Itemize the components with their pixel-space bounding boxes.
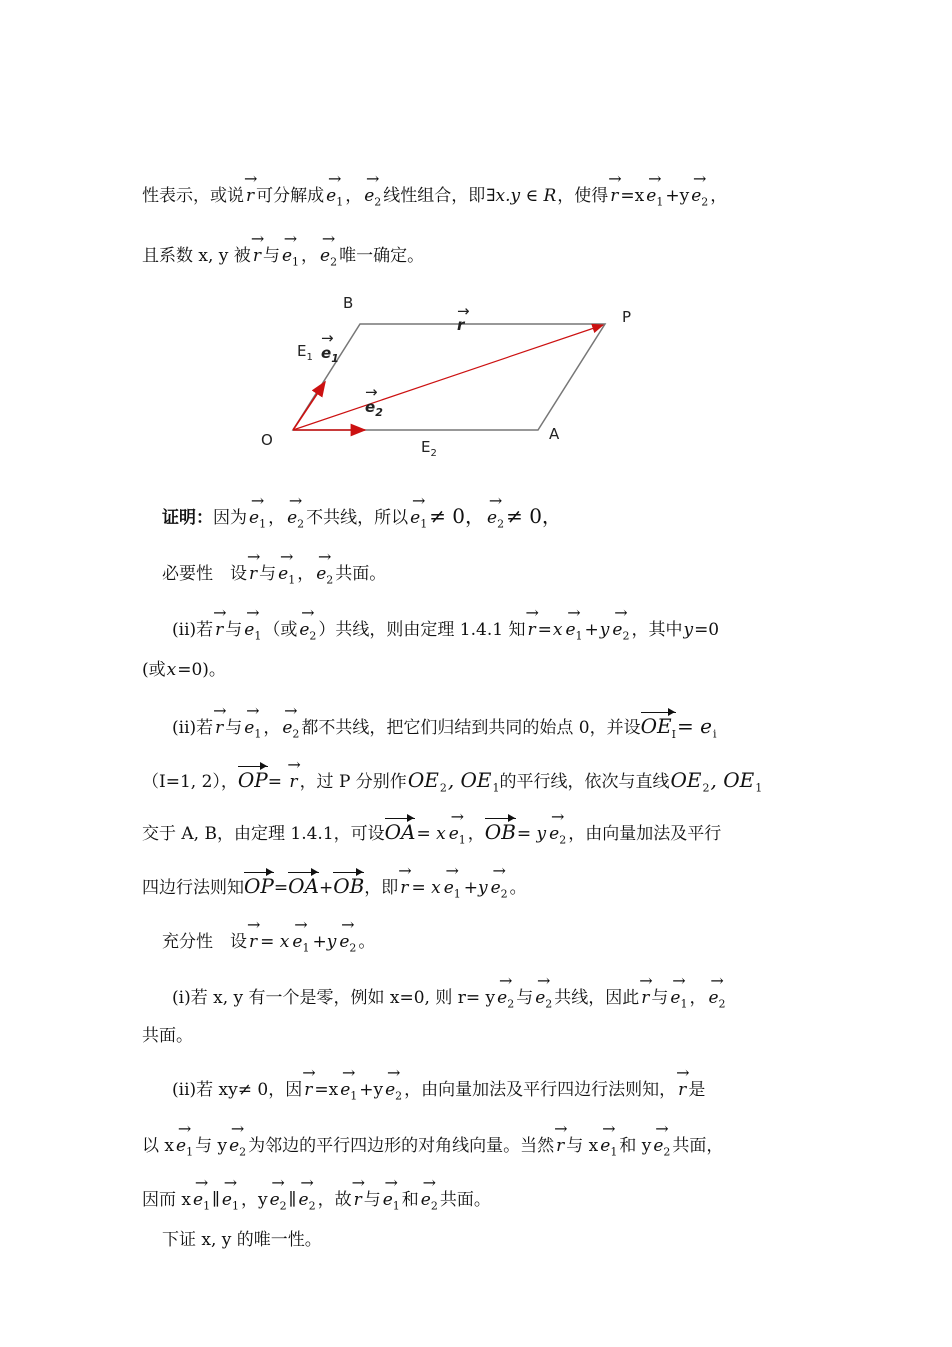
vector-OA: OA bbox=[384, 820, 416, 844]
text-line-1 bbox=[142, 186, 792, 212]
suff-case1-line: (i)若 x, y 有一个是零，例如 x=0, 则 $r= y\to e_2$ 与→ $e_2$ 共线，因此→ r 与→ $e_1$ ，→ $e_2$ bbox=[172, 988, 822, 1014]
vector-e1: → $e_1$ bbox=[276, 564, 297, 590]
label-O: O bbox=[261, 431, 273, 449]
vector-e1: → $e_1$ bbox=[242, 718, 263, 744]
case1-line: (ii)若→ r 与→ $e_1$ （或→ $e_2$ ）共线，则由定理 1.4.1 知→ $r =x\to e_1 +y\to e_2$ ，其中y=0 bbox=[172, 620, 822, 646]
vector-e1: → $e_1$ bbox=[644, 186, 665, 212]
vector-e2: → $e_2$ bbox=[297, 1190, 318, 1216]
vector-e1: → $e_1$ bbox=[408, 508, 429, 534]
proof-label: 证明： bbox=[162, 508, 213, 528]
proof-line: 证明：因为→ $e_1$ ，→ $e_2$ 不共线，所以→ $e_1 \ne 0$，→ $e_2 \ne 0$， bbox=[162, 506, 812, 534]
vector-e2: → $e_2$ bbox=[495, 988, 516, 1014]
vector-e2: → $e_2$ bbox=[485, 508, 506, 534]
vector-e2: → $e_2$ bbox=[533, 988, 554, 1014]
vector-e2: → $e_2$ bbox=[337, 932, 358, 958]
suff-case2-line-3: 因而 $x\to e_1$ ∥→ $e_1$ ，$y\to e_2$ ∥→ $e_2$ ，故→ r 与→ $e_1$ 和→ $e_2$ 共面。 bbox=[142, 1190, 792, 1216]
suff-case1-line-2: 共面。 bbox=[142, 1026, 193, 1046]
text-segment: 且系数 x, y 被 bbox=[142, 246, 251, 266]
vector-e2: → $e_2$ bbox=[280, 718, 301, 744]
vector-e1: → $e_1$ bbox=[280, 246, 301, 272]
case2-line: (ii)若→ r 与→ $e_1$ ，→ $e_2$ 都不共线，把它们归结到共同的始点 0，并设$OE_I= e_i$ bbox=[172, 716, 822, 745]
vector-e2: → $e_2$ bbox=[227, 1136, 248, 1162]
vector-r: → r bbox=[213, 620, 225, 640]
label-A: A bbox=[549, 425, 560, 443]
vector-r: → r bbox=[302, 1080, 314, 1100]
vector-e1: → $e_1$ bbox=[220, 1190, 241, 1216]
vector-r: → r bbox=[608, 186, 620, 206]
label-vector-r-arrow: → bbox=[457, 302, 470, 320]
vector-r: → r bbox=[287, 772, 299, 792]
vector-e2: → $e_2$ bbox=[547, 824, 568, 850]
vector-e1-arrow bbox=[293, 382, 325, 430]
label-E2: $E_2$ bbox=[421, 438, 437, 459]
vector-OP: OP bbox=[244, 874, 274, 898]
vector-e2: → $e_2$ bbox=[268, 1190, 289, 1216]
uniqueness-line: 下证 x, y 的唯一性。 bbox=[162, 1230, 322, 1250]
vector-e1: → $e_1$ bbox=[247, 508, 268, 534]
text-segment: 与 bbox=[262, 246, 280, 266]
text-line-2 bbox=[142, 246, 792, 272]
vector-e2: → $e_2$ bbox=[419, 1190, 440, 1216]
vector-OP: OP bbox=[237, 768, 268, 792]
vector-e1: → $e_1$ bbox=[174, 1136, 195, 1162]
vector-r: → r bbox=[639, 988, 651, 1008]
vector-r: → r bbox=[247, 564, 259, 584]
vector-e1: → $e_1$ bbox=[242, 620, 263, 646]
vector-e1: → $e_1$ bbox=[290, 932, 311, 958]
vector-e2: → $e_2$ bbox=[383, 1080, 404, 1106]
vector-e2: → $e_2$ bbox=[651, 1136, 672, 1162]
text-segment: 可分解成 bbox=[256, 186, 325, 206]
text-segment: ， bbox=[301, 246, 319, 266]
vector-e2: → $e_2$ bbox=[362, 186, 383, 212]
text-segment: 线性组合，即 bbox=[383, 186, 486, 206]
vector-r: → r bbox=[247, 932, 259, 952]
sufficiency-line: 充分性 设→ $r = x\to e_1 +y\to e_2$ 。 bbox=[162, 932, 812, 958]
parallelogram-figure bbox=[255, 290, 645, 460]
case1-line-2: (或x=0)。 bbox=[142, 660, 226, 680]
vector-r: → r bbox=[244, 186, 256, 206]
vector-e2: → $e_2$ bbox=[297, 620, 318, 646]
case2-line-2: （I=1, 2），OP= → r ，过 P 分别作$OE_2$, $OE_1$的平行线，依次与直线$OE_2$, $OE_1$ bbox=[142, 770, 792, 798]
vector-OA: OA bbox=[288, 874, 319, 898]
vector-r-arrow bbox=[293, 325, 603, 430]
vector-OB: OB bbox=[484, 820, 516, 844]
vector-e2: → $e_2$ bbox=[318, 246, 339, 272]
vector-e2: → $e_2$ bbox=[689, 186, 710, 212]
text-segment: +y bbox=[665, 186, 690, 206]
text-segment: ， bbox=[710, 186, 728, 206]
vector-r: → r bbox=[213, 718, 225, 738]
vector-e2: → $e_2$ bbox=[706, 988, 727, 1014]
vector-e1: → $e_1$ bbox=[191, 1190, 212, 1216]
label-vector-e2: $e_2$ bbox=[365, 398, 383, 419]
label-vector-e1: $e_1$ bbox=[321, 344, 339, 365]
vector-e2: → $e_2$ bbox=[314, 564, 335, 590]
vector-r: → r bbox=[352, 1190, 364, 1210]
case2-line-4: 四边行法则知OP=OA+OB，即→ $r = x\to e_1 +y\to e_2$ 。 bbox=[142, 876, 792, 904]
text-segment: =x bbox=[620, 186, 645, 206]
text-segment: 唯一确定。 bbox=[339, 246, 425, 266]
vector-OB: OB bbox=[333, 874, 365, 898]
vector-OEI: $OE_I$ bbox=[640, 714, 676, 741]
vector-r: → r bbox=[554, 1136, 566, 1156]
vector-e1: → $e_1$ bbox=[447, 824, 468, 850]
vector-e2: → $e_2$ bbox=[285, 508, 306, 534]
vector-e1: → $e_1$ bbox=[563, 620, 584, 646]
vector-e2: → $e_2$ bbox=[610, 620, 631, 646]
label-vector-r: r bbox=[457, 316, 465, 334]
vector-r: → r bbox=[251, 246, 263, 266]
vector-r: → r bbox=[676, 1080, 688, 1100]
vector-e1: → $e_1$ bbox=[598, 1136, 619, 1162]
vector-e2: → $e_2$ bbox=[489, 878, 510, 904]
vector-e1: → $e_1$ bbox=[442, 878, 463, 904]
text-segment: ，使得 bbox=[557, 186, 609, 206]
vector-e1: → $e_1$ bbox=[668, 988, 689, 1014]
suff-case2-line-2: 以 $x\to e_1$ 与 $y\to e_2$ 为邻边的平行四边形的对角线向量。当然→ r 与 $x\to e_1$ 和 $y\to e_2$ 共面， bbox=[142, 1136, 792, 1162]
text-segment: ， bbox=[345, 186, 363, 206]
vector-e1: → $e_1$ bbox=[381, 1190, 402, 1216]
vector-e1: → $e_1$ bbox=[338, 1080, 359, 1106]
vector-r: → r bbox=[525, 620, 537, 640]
suff-case2-line: (ii)若 xy≠ 0，因→ $r =x\to e_1 +y\to e_2$ ，由向量加法及平行四边行法则知，→ r 是 bbox=[172, 1080, 822, 1106]
case2-line-3: 交于 A, B，由定理 1.4.1，可设$OA= x\to e_1$ ，$OB= y\to e_2$ ，由向量加法及平行 bbox=[142, 822, 792, 850]
label-vector-e1-arrow: → bbox=[321, 329, 334, 347]
vector-e1: → $e_1$ bbox=[324, 186, 345, 212]
label-B: B bbox=[343, 294, 354, 312]
label-E1: $E_1$ bbox=[297, 342, 313, 363]
exists-formula: ∃x.y ∈ R bbox=[486, 186, 557, 206]
text-segment: 性表示，或说 bbox=[142, 186, 244, 206]
vector-r: → r bbox=[398, 878, 410, 898]
label-vector-e2-arrow: → bbox=[365, 383, 378, 401]
necessity-line: 必要性 设→ r 与→ $e_1$ ，→ $e_2$ 共面。 bbox=[162, 564, 812, 590]
label-P: P bbox=[622, 308, 632, 326]
